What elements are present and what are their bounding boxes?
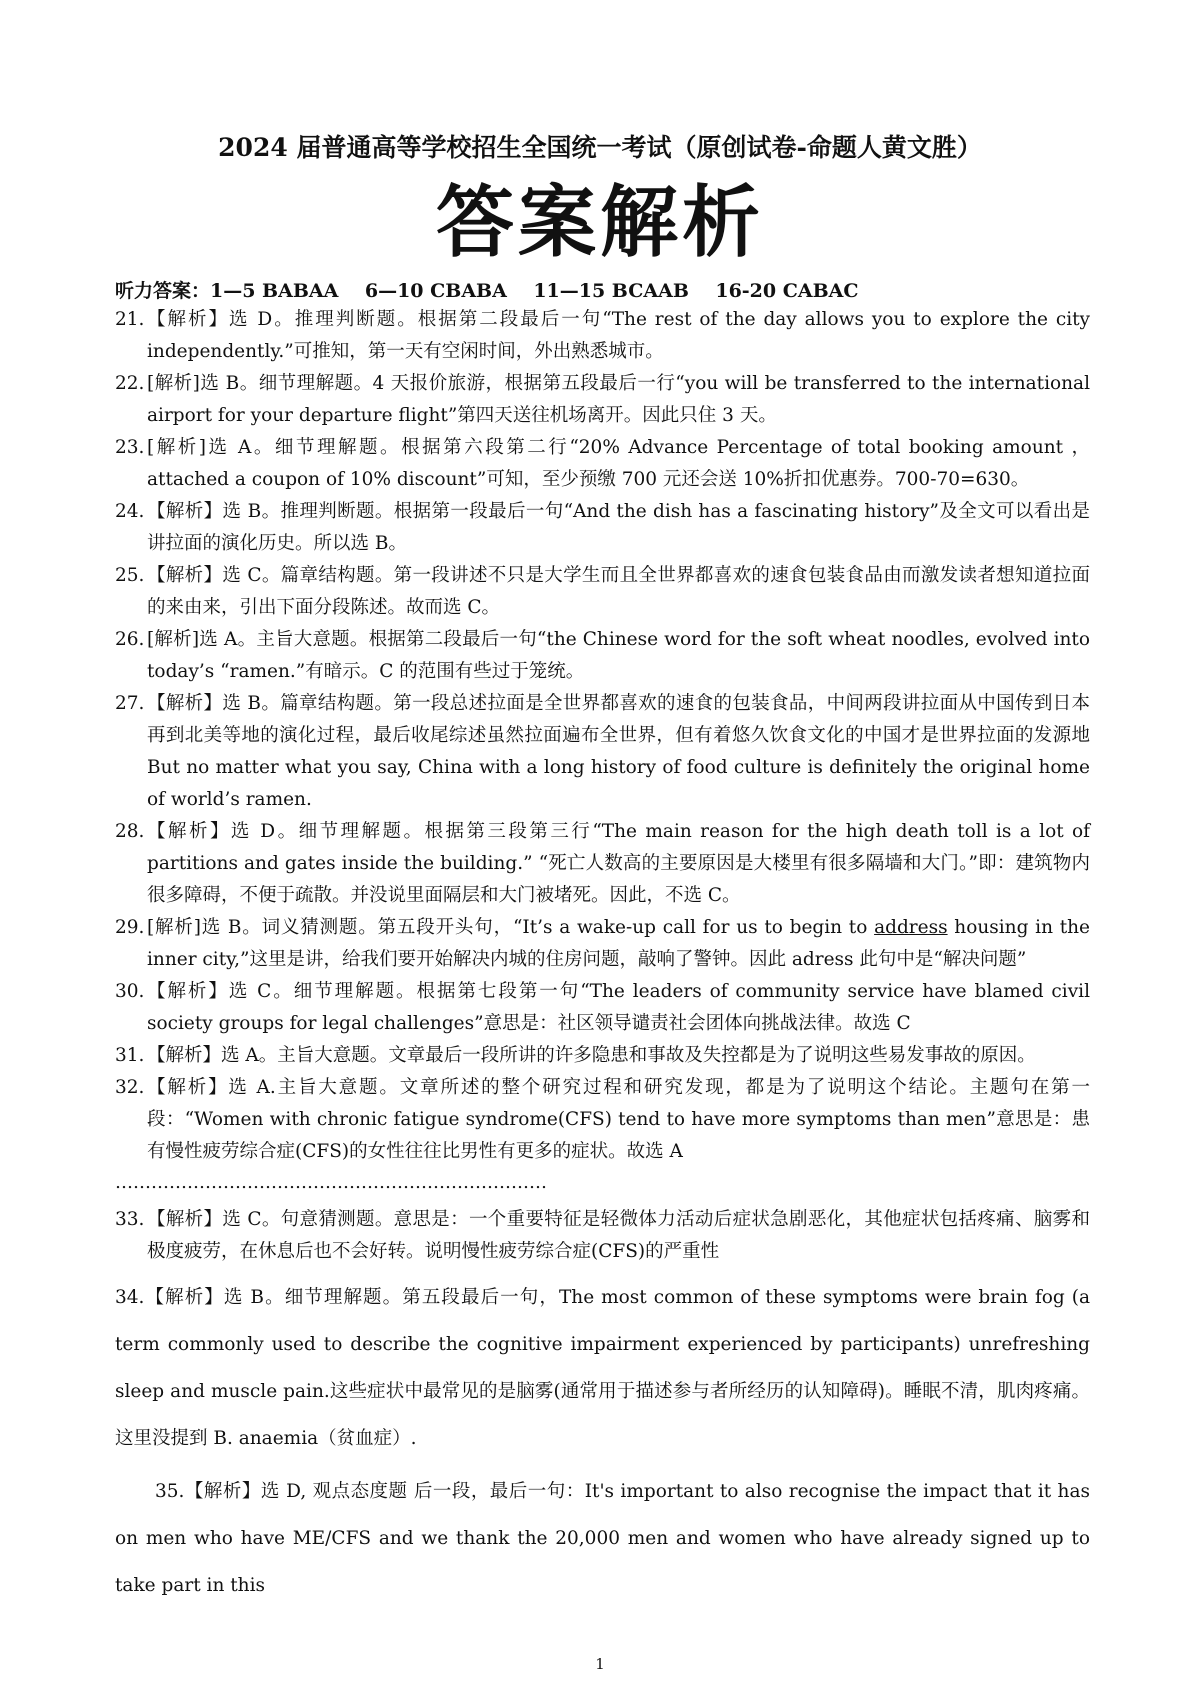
answer-number: 29. <box>115 917 145 938</box>
answer-34: 34.【解析】选 B。细节理解题。第五段最后一句，The most common of these symptoms were brain fog (a term commonly used to describe the cognitive impairment experienced by participants) unrefreshing sleep and muscle pain.这些症状中最常见的是脑雾(通常用于描述参与者所经历的认知障碍)。睡眠不清，肌肉疼痛。这里没提到 B. anaemia（贫血症）. <box>115 1287 1090 1449</box>
answer-text: 【解析】选 C。篇章结构题。第一段讲述不只是大学生而且全世界都喜欢的速食包装食品由而激发读者想知道拉面的来由来，引出下面分段陈述。故而选 C。 <box>147 565 1090 618</box>
answer-text: 【解析】选 C。细节理解题。根据第七段第一句“The leaders of community service have blamed civil society groups for legal challenges”意思是：社区领导谴责社会团体向挑战法律。故选 C <box>147 981 1090 1034</box>
dotted-separator: ……………………………………………………………… <box>115 1172 547 1193</box>
answer-31 <box>115 1040 1090 1072</box>
answer-number: 25. <box>115 565 145 586</box>
answer-number: 24. <box>115 501 145 522</box>
answer-23 <box>115 432 1090 496</box>
answer-22 <box>115 368 1090 432</box>
answer-text: [解析]选 B。细节理解题。4 天报价旅游，根据第五段最后一行“you will be transferred to the international airport for your departure flight”第四天送往机场离开。因此只住 3 天。 <box>147 373 1090 426</box>
answer-text: [解析]选 A。细节理解题。根据第六段第二行“20% Advance Percentage of total booking amount ，attached a coupon of 10% discount”可知，至少预缴 700 元还会送 10%折扣优惠券。700-70=630。 <box>147 437 1090 490</box>
answer-24 <box>115 496 1090 560</box>
answer-number: 32. <box>115 1077 145 1098</box>
answer-text: 【解析】选 C。句意猜测题。意思是：一个重要特征是轻微体力活动后症状急剧恶化，其他症状包括疼痛、脑雾和极度疲劳，在休息后也不会好转。说明慢性疲劳综合症(CFS)的严重性 <box>147 1209 1090 1262</box>
answer-number: 27. <box>115 693 145 714</box>
answer-27 <box>115 688 1090 816</box>
answer-text: 【解析】选 B。篇章结构题。第一段总述拉面是全世界都喜欢的速食的包装食品，中间两段讲拉面从中国传到日本再到北美等地的演化过程，最后收尾综述虽然拉面遍布全世界，但有着悠久饮食文化的中国才是世界拉面的发源地 But no matter what you say, China with a long history of food culture is definitely the original home of world’s ramen. <box>147 693 1090 810</box>
listening-answers: 听力答案：1—5 BABAA 6—10 CBABA 11—15 BCAAB 16-20 CABAC <box>115 280 859 302</box>
exam-header: 2024 届普通高等学校招生全国统一考试（原创试卷-命题人黄文胜） <box>218 133 982 162</box>
answer-33 <box>115 1204 1090 1268</box>
answer-29 <box>115 912 1090 976</box>
answer-number: 28. <box>115 821 145 842</box>
answer-number: 30. <box>115 981 145 1002</box>
underlined-word: address <box>874 917 948 938</box>
answer-number: 22. <box>115 373 145 394</box>
answer-text: [解析]选 B。词义猜测题。第五段开头句，“It’s a wake-up call for us to begin to <box>147 917 875 938</box>
answer-21 <box>115 304 1090 368</box>
answer-text: 【解析】选 A.主旨大意题。文章所述的整个研究过程和研究发现，都是为了说明这个结论。主题句在第一段：“Women with chronic fatigue syndrome(CFS) tend to have more symptoms than men”意思是：患有慢性疲劳综合症(CFS)的女性往往比男性有更多的症状。故选 A <box>147 1077 1090 1162</box>
answer-list <box>115 304 1090 1609</box>
answer-text: [解析]选 A。主旨大意题。根据第二段最后一句“the Chinese word for the soft wheat noodles, evolved into today’s “ramen.”有暗示。C 的范围有些过于笼统。 <box>147 629 1090 682</box>
answer-number: 21. <box>115 309 145 330</box>
answer-26 <box>115 624 1090 688</box>
answer-number: 26. <box>115 629 145 650</box>
answer-28 <box>115 816 1090 912</box>
answer-text: housing in the inner city,”这里是讲，给我们要开始解决内城的住房问题，敲响了警钟。因此 adress 此句中是“解决问题” <box>147 917 1091 970</box>
answer-35: 35.【解析】选 D, 观点态度题 后一段，最后一句：It's important to also recognise the impact that it has on men who have ME/CFS and we thank the 20,000 men and women who have already signed up to take part in this <box>115 1481 1090 1596</box>
answer-text: 【解析】选 D。细节理解题。根据第三段第三行“The main reason for the high death toll is a lot of partitions and gates inside the building.” “死亡人数高的主要原因是大楼里有很多隔墙和大门。”即：建筑物内很多障碍，不便于疏散。并没说里面隔层和大门被堵死。因此，不选 C。 <box>147 821 1090 906</box>
answer-25 <box>115 560 1090 624</box>
answer-number: 33. <box>115 1209 145 1230</box>
answer-text: 【解析】选 B。推理判断题。根据第一段最后一句“And the dish has a fascinating history”及全文可以看出是讲拉面的演化历史。所以选 B。 <box>147 501 1090 554</box>
answer-text: 【解析】选 D。推理判断题。根据第二段最后一句“The rest of the day allows you to explore the city independently.”可推知，第一天有空闲时间，外出熟悉城市。 <box>147 309 1090 362</box>
answer-text: 【解析】选 A。主旨大意题。文章最后一段所讲的许多隐患和事故及失控都是为了说明这些易发事故的原因。 <box>147 1045 1036 1066</box>
answer-32 <box>115 1072 1090 1168</box>
page-title: 答案解析 <box>435 177 764 268</box>
answer-number: 31. <box>115 1045 145 1066</box>
answer-30 <box>115 976 1090 1040</box>
answer-number: 23. <box>115 437 145 458</box>
page-number: 1 <box>595 1655 605 1673</box>
